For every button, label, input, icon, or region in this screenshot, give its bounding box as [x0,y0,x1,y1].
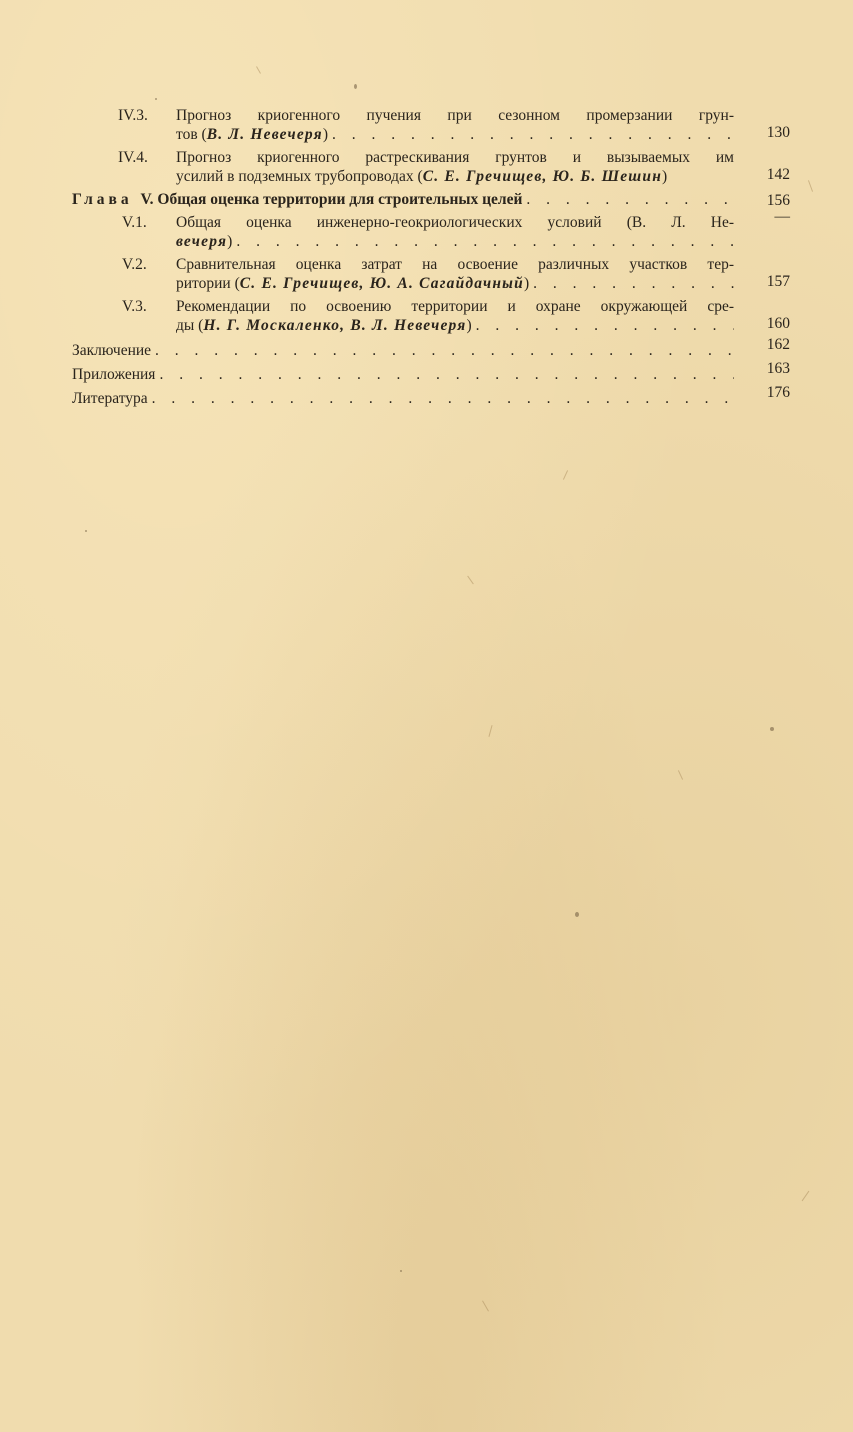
entry-line [72,365,734,384]
entry-line [72,389,734,408]
leader-dots [236,232,734,251]
author-names: В. Л. Невечеря [206,126,323,143]
leader-dots [526,190,734,209]
entry-title: Приложения [72,366,156,383]
author-names: С. Е. Гречищев, Ю. Б. Шешин [422,168,663,185]
leader-dots [159,365,734,384]
entry-title: Литература [72,390,148,407]
entry-title: Заключение [72,342,152,359]
page-number: — [774,208,790,225]
section-number: IV.4. [118,149,148,166]
entry-title-line: Рекомендации по освоению территории и охране окружающей сре- [176,298,734,315]
chapter-word: Глава [72,191,133,208]
entry-title-line: Прогноз криогенного пучения при сезонном промерзании грун- [176,107,734,124]
section-number: IV.3. [118,107,148,124]
table-of-contents [72,106,792,412]
chapter-line [72,190,734,209]
section-number: V.1. [122,214,147,231]
entry-text: ) [523,275,530,292]
leader-dots [155,341,734,360]
entry-title-line: Сравнительная оценка затрат на освоение различных участков тер- [176,256,734,273]
toc-entry-appendix[interactable] [72,360,792,384]
author-names: вечеря [176,233,228,250]
toc-entry-iv4[interactable] [118,148,792,186]
paper-scratch [808,180,813,192]
entry-text: ) [466,317,472,334]
toc-entry-v1[interactable] [122,208,792,251]
author-names: Н. Г. Москаленко, В. Л. Невечеря [203,317,467,334]
entry-title-last-line [176,316,734,335]
page-number: 156 [766,192,790,209]
page-number: 157 [766,273,790,290]
entry-text: ритории ( [176,275,240,292]
paper-scratch [488,725,492,737]
entry-text: тов ( [176,126,207,143]
toc-entry-conclusion[interactable] [72,336,792,360]
entry-title-last-line [176,274,734,293]
toc-entry-chapter-5[interactable] [72,190,792,209]
paper-scratch [482,1301,489,1312]
entry-text: ) [227,233,233,250]
entry-text: ) [322,126,329,143]
leader-dots [533,274,734,293]
paper-scratch [563,470,568,479]
entry-text: Общая оценка инженерно-геокриологических условий (В. Л. Не- [176,214,734,231]
leader-dots [476,316,734,335]
toc-entry-iv3[interactable] [118,106,792,144]
page-number: 142 [766,166,790,183]
page-number: 163 [766,360,790,377]
paper-speck [770,727,774,731]
paper-speck [400,1270,402,1272]
toc-entry-literature[interactable] [72,384,792,408]
entry-text: ) [662,168,668,185]
entry-title-line [176,213,734,232]
leader-dots [332,125,734,144]
entry-text: ды ( [176,317,204,334]
paper-speck [575,912,579,917]
toc-entry-v3[interactable] [122,297,792,335]
section-number: V.3. [122,298,147,315]
page-number: 176 [766,384,790,401]
page-number: 160 [766,315,790,332]
paper-scratch [467,576,474,585]
paper-speck [155,98,157,100]
paper-scratch [256,66,261,73]
entry-line [72,341,734,360]
entry-title-last-line [176,125,734,144]
toc-entry-v2[interactable] [122,255,792,293]
paper-speck [354,84,357,89]
paper-speck [85,530,87,532]
chapter-title: V. Общая оценка территории для строительных целей [140,191,523,208]
leader-dots [152,389,734,408]
page-number: 162 [766,336,790,353]
author-names: С. Е. Гречищев, Ю. А. Сагайдачный [239,275,524,292]
entry-text: усилий в подземных трубопроводах ( [176,168,423,185]
entry-title-last-line [176,232,734,251]
paper-scratch [802,1191,810,1201]
page-number: 130 [766,124,790,141]
paper-scratch [678,770,683,779]
section-number: V.2. [122,256,147,273]
entry-title-line: Прогноз криогенного растрескивания грунтов и вызываемых им [176,149,734,166]
entry-title-last-line [176,167,734,186]
